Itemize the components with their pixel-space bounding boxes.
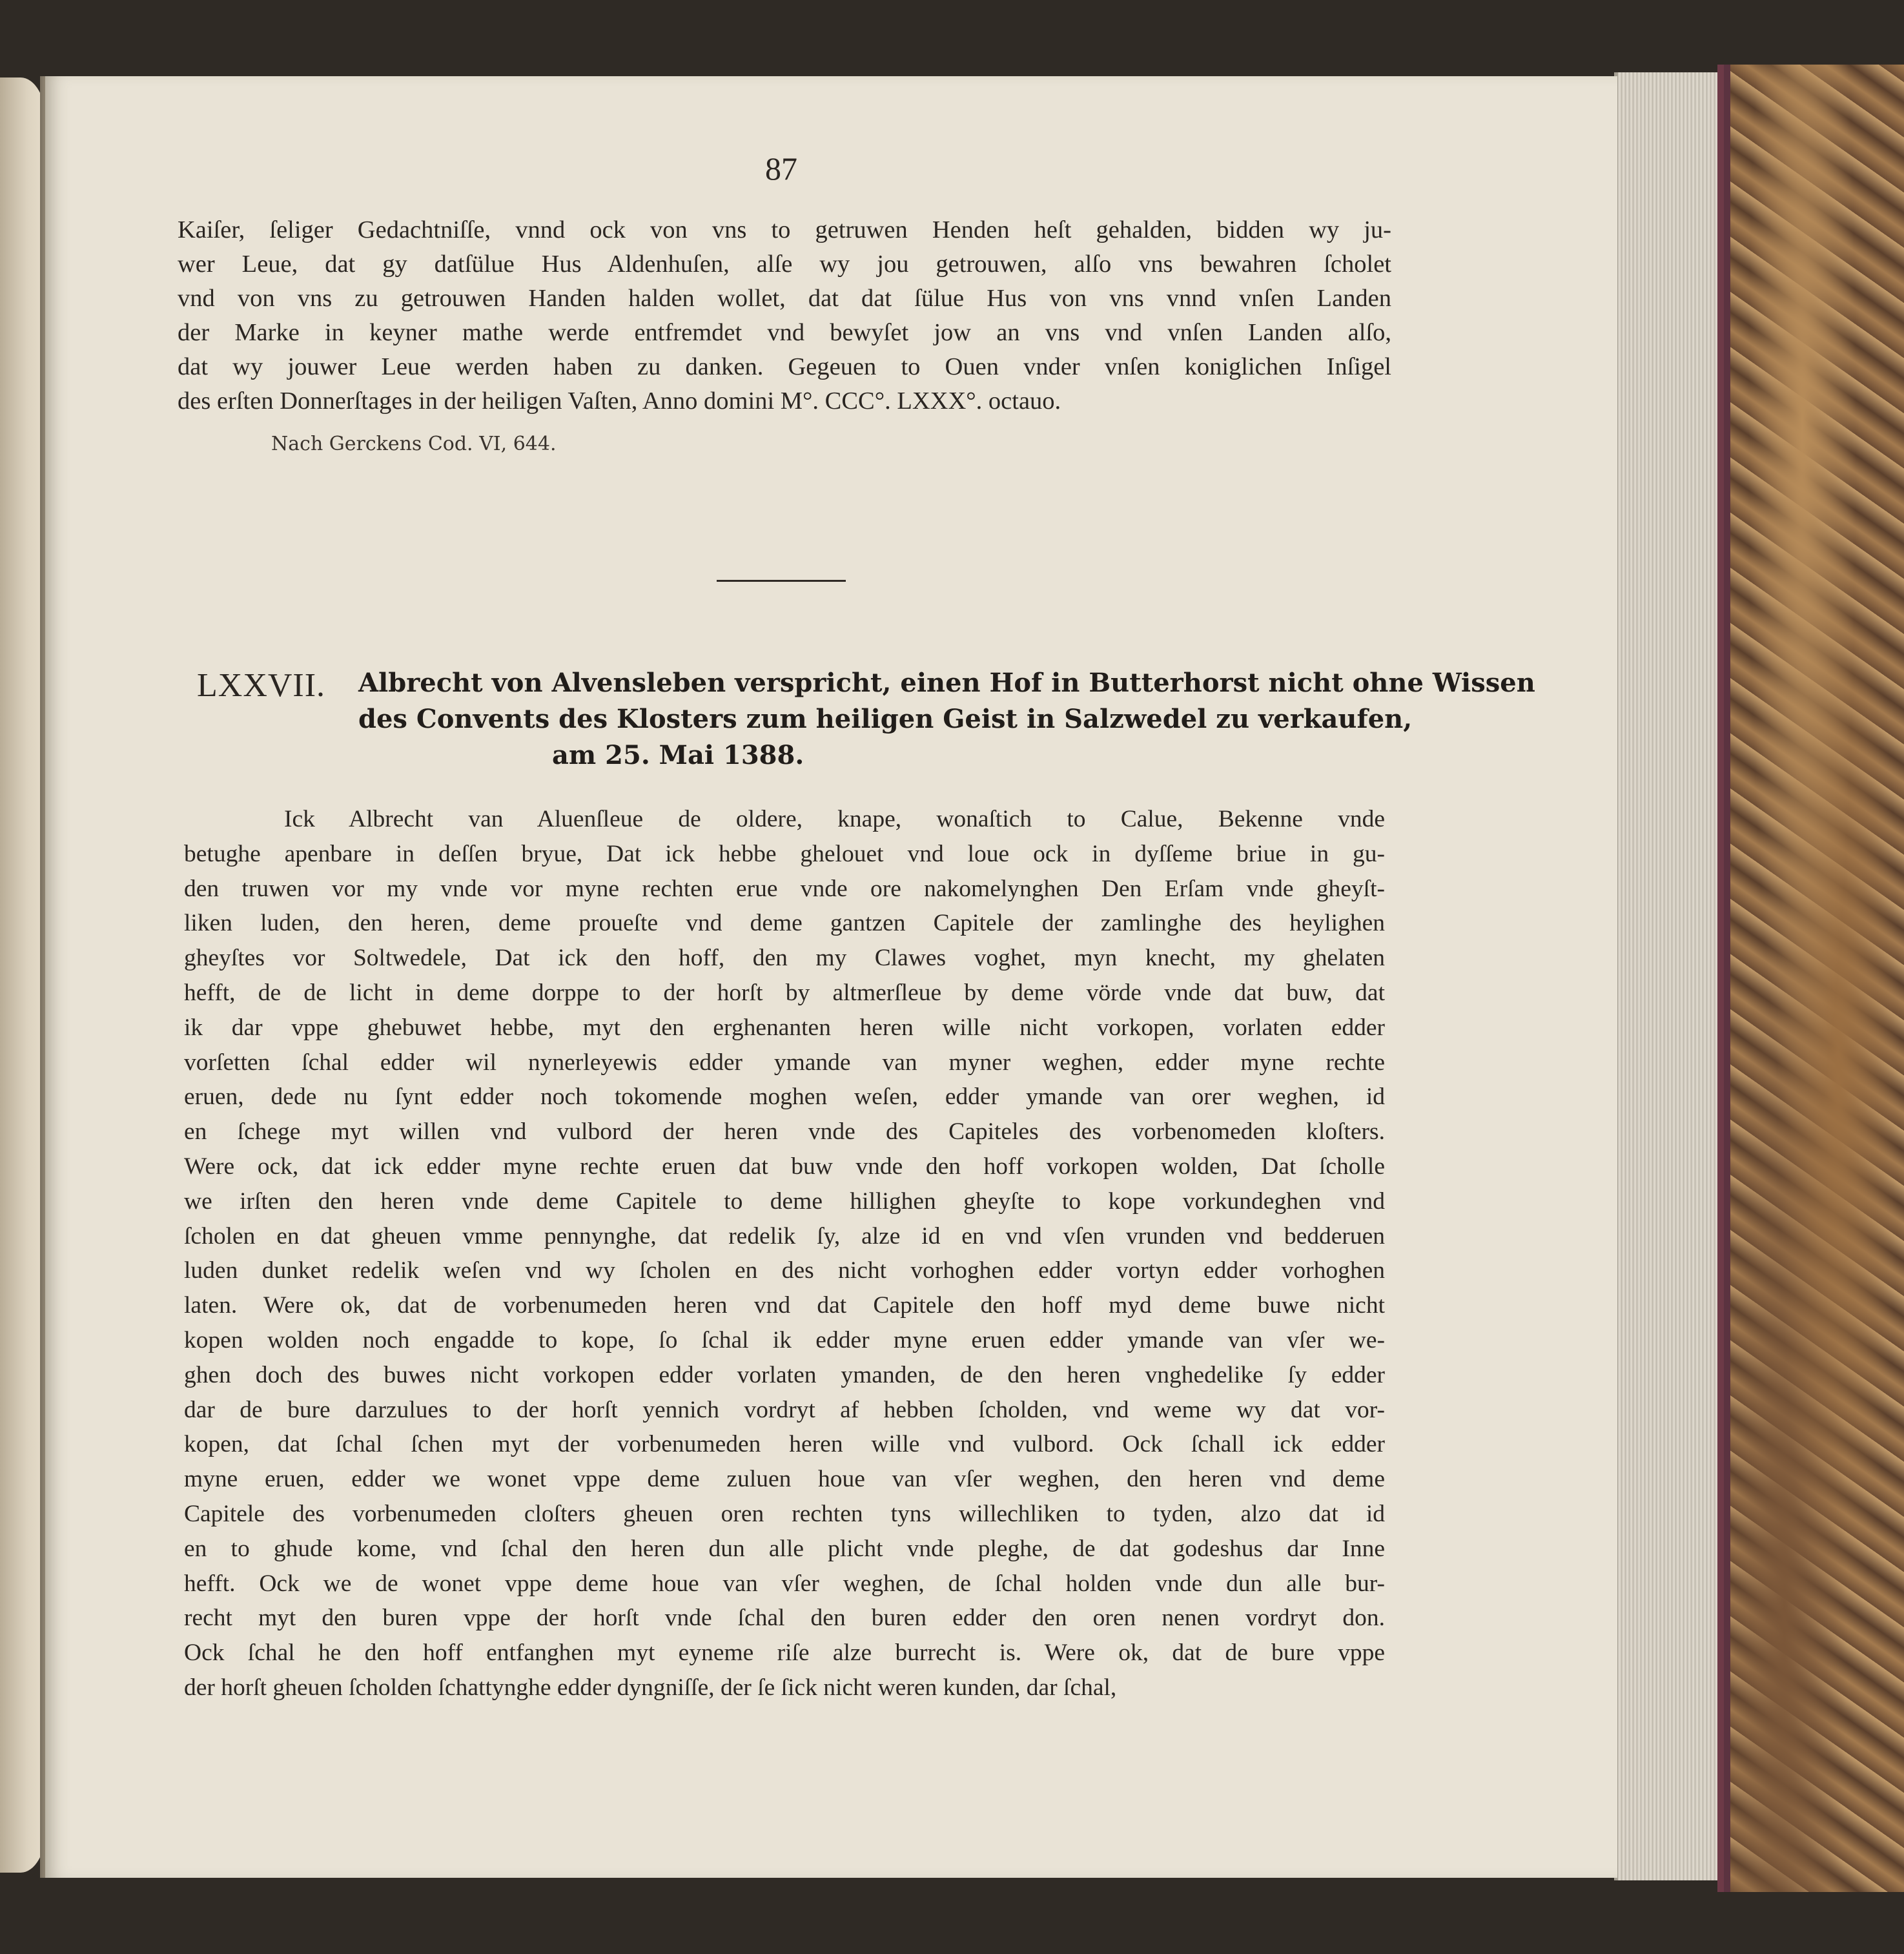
continued-paragraph: [178, 213, 1391, 418]
document-body: [184, 802, 1385, 1705]
text-line: Capitele des vorbenumeden cloſters gheuen oren rechten tyns willechliken to tyden, alzo dat id: [184, 1500, 1385, 1527]
text-line: luden dunket redelik weſen vnd wy ſcholen en des nicht vorhoghen edder vortyn edder vorhoghen: [184, 1257, 1385, 1284]
text-line: des erſten Donnerſtages in der heiligen Vaſten, Anno domini M°. CCC°. LXXX°. octauo.: [178, 387, 1061, 415]
text-line: dar de bure darzulues to der horſt yennich vordryt af hebben ſcholden, vnd weme wy dat vor-: [184, 1396, 1385, 1423]
text-line: Ock ſchal he den hoff entfanghen myt eyneme riſe alze burrecht is. Were ok, dat de bure vppe: [184, 1640, 1385, 1667]
text-line: kopen wolden noch engadde to kope, ſo ſchal ik edder myne eruen edder ymande van vſer we-: [184, 1326, 1385, 1353]
document-heading: [358, 665, 1535, 774]
text-line: Ick Albrecht van Aluenſleue de oldere, knape, wonaſtich to Calue, Bekenne vnde: [284, 806, 1385, 832]
document-number: LXXVII.: [197, 667, 326, 704]
marbled-cover: [1724, 65, 1904, 1892]
text-line: en ſchege myt willen vnd vulbord der heren vnde des Capiteles des vorbenomeden kloſters.: [184, 1118, 1385, 1146]
section-divider: [717, 580, 846, 582]
heading-line: des Convents des Klosters zum heiligen Geist in Salzwedel zu verkaufen,: [358, 704, 1413, 734]
text-line: we irſten den heren vnde deme Capitele to deme hillighen gheyſte to kope vorkundeghen vnd: [184, 1188, 1385, 1215]
text-line: dat wy jouwer Leue werden haben zu danken. Gegeuen to Ouen vnder vnſen koniglichen Inſigel: [178, 353, 1391, 380]
text-line: kopen, dat ſchal ſchen myt der vorbenumeden heren wille vnd vulbord. Ock ſchall ick edder: [184, 1431, 1385, 1458]
page-fore-edge: [1614, 72, 1734, 1880]
text-line: betughe apenbare in deſſen bryue, Dat ick hebbe ghelouet vnd loue ock in dyſſeme briue in gu-: [184, 840, 1385, 867]
text-line: gheyſtes vor Soltwedele, Dat ick den hoff, den my Clawes voghet, myn knecht, my ghelaten: [184, 945, 1385, 972]
text-line: eruen, dede nu ſynt edder noch tokomende moghen weſen, edder ymande van orer weghen, id: [184, 1084, 1385, 1111]
text-line: myne eruen, edder we wonet vppe deme zuluen houe van vſer weghen, den heren vnd deme: [184, 1466, 1385, 1493]
text-line: ik dar vppe ghebuwet hebbe, myt den erghenanten heren wille nicht vorkopen, vorlaten edder: [184, 1014, 1385, 1041]
heading-line: am 25. Mai 1388.: [552, 740, 804, 770]
text-line: der Marke in keyner mathe werde entfremdet vnd bewyſet jow an vns vnd vnſen Landen alſo,: [178, 319, 1391, 346]
text-line: den truwen vor my vnde vor myne rechten erue vnde ore nakomelynghen Den Erſam vnde gheyſt-: [184, 875, 1385, 902]
text-line: Were ock, dat ick edder myne rechte eruen dat buw vnde den hoff vorkopen wolden, Dat ſcholle: [184, 1153, 1385, 1180]
text-line: en to ghude kome, vnd ſchal den heren dun alle plicht vnde pleghe, de dat godeshus dar Inne: [184, 1535, 1385, 1562]
text-line: laten. Were ok, dat de vorbenumeden heren vnd dat Capitele den hoff myd deme buwe nicht: [184, 1292, 1385, 1319]
heading-line: Albrecht von Alvensleben verspricht, einen Hof in Butterhorst nicht ohne Wissen: [358, 668, 1535, 698]
text-line: ghen doch des buwes nicht vorkopen edder vorlaten ymanden, de den heren vnghedelike ſy edder: [184, 1361, 1385, 1388]
text-line: ſcholen en dat gheuen vmme pennynghe, dat redelik ſy, alze id en vnd vſen vrunden vnd bedderuen: [184, 1222, 1385, 1250]
source-citation: Nach Gerckens Cod. VI, 644.: [271, 433, 557, 455]
text-line: hefft, de de licht in deme dorppe to der horſt by altmerſleue by deme vörde vnde dat buw, dat: [184, 979, 1385, 1006]
text-line: liken luden, den heren, deme proueſte vnd deme gantzen Capitele der zamlinghe des heylighen: [184, 910, 1385, 937]
text-line: vnd von vns zu getrouwen Handen halden wollet, dat dat ſülue Hus von vns vnnd vnſen Landen: [178, 285, 1391, 312]
page-number: 87: [765, 150, 797, 187]
text-line: vorſetten ſchal edder wil nynerleyewis edder ymande van myner weghen, edder myne rechte: [184, 1049, 1385, 1076]
text-line: recht myt den buren vppe der horſt vnde ſchal den buren edder den oren nenen vordryt don.: [184, 1605, 1385, 1632]
text-line: wer Leue, dat gy datſülue Hus Aldenhuſen, alſe wy jou getrouwen, alſo vns bewahren ſcholet: [178, 251, 1391, 278]
text-line: hefft. Ock we de wonet vppe deme houe van vſer weghen, de ſchal holden vnde dun alle bur-: [184, 1570, 1385, 1597]
text-line: Kaiſer, ſeliger Gedachtniſſe, vnnd ock von vns to getruwen Henden heſt gehalden, bidden wy ju-: [178, 216, 1391, 243]
text-line: der horſt gheuen ſcholden ſchattynghe edder dyngniſſe, der ſe ſick nicht weren kunden, dar ſchal,: [184, 1674, 1117, 1701]
